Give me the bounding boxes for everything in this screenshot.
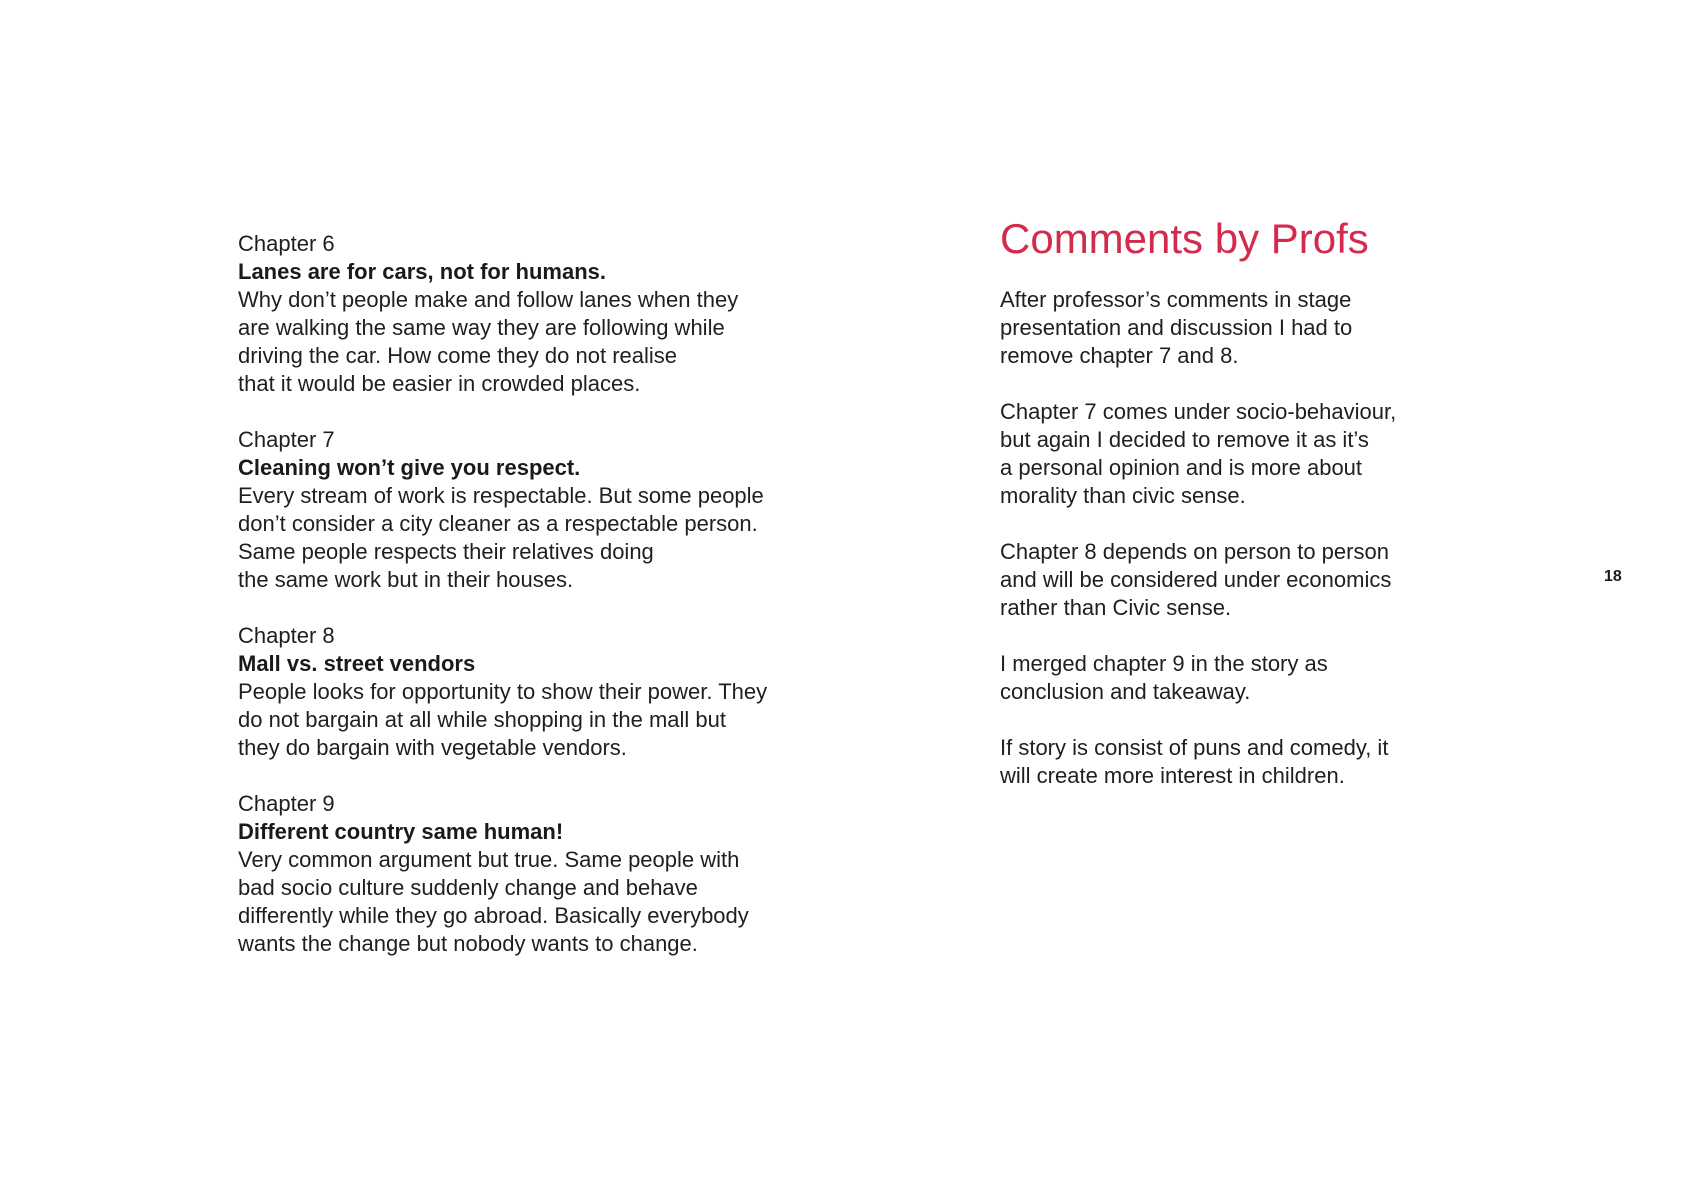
chapter-text-line: differently while they go abroad. Basically everybody: [238, 903, 749, 928]
chapter-text-line: the same work but in their houses.: [238, 567, 574, 592]
chapter-text-line: Very common argument but true. Same people with: [238, 847, 740, 872]
chapters-column: [238, 230, 838, 986]
comment-text-line: but again I decided to remove it as it’s: [1000, 427, 1369, 452]
comment-text-line: rather than Civic sense.: [1000, 595, 1232, 620]
comments-column: [1000, 212, 1460, 818]
comment-text-line: Chapter 7 comes under socio-behaviour,: [1000, 399, 1397, 424]
chapter-label: Chapter 6: [238, 231, 335, 256]
chapter-text-line: they do bargain with vegetable vendors.: [238, 735, 627, 760]
comment-text-line: If story is consist of puns and comedy, it: [1000, 735, 1389, 760]
comment-text-line: After professor’s comments in stage: [1000, 287, 1352, 312]
chapter-text-line: that it would be easier in crowded places.: [238, 371, 641, 396]
comment-text-line: will create more interest in children.: [1000, 763, 1345, 788]
comment-paragraph: [1000, 650, 1460, 706]
chapter-title: Lanes are for cars, not for humans.: [238, 259, 606, 284]
chapter-label: Chapter 8: [238, 623, 335, 648]
comment-paragraph: [1000, 734, 1460, 790]
chapter-title: Different country same human!: [238, 819, 564, 844]
chapter-block: [238, 230, 838, 398]
comment-text-line: and will be considered under economics: [1000, 567, 1392, 592]
chapter-text-line: are walking the same way they are following while: [238, 315, 725, 340]
chapter-text-line: bad socio culture suddenly change and behave: [238, 875, 698, 900]
chapter-title: Mall vs. street vendors: [238, 651, 476, 676]
comment-text-line: morality than civic sense.: [1000, 483, 1246, 508]
comment-paragraph: [1000, 538, 1460, 622]
chapter-block: [238, 622, 838, 762]
comment-text-line: a personal opinion and is more about: [1000, 455, 1363, 480]
chapter-text-line: driving the car. How come they do not realise: [238, 343, 678, 368]
comment-paragraph: [1000, 286, 1460, 370]
comment-text-line: presentation and discussion I had to: [1000, 315, 1353, 340]
chapter-text-line: do not bargain at all while shopping in the mall but: [238, 707, 726, 732]
chapter-text-line: Every stream of work is respectable. But some people: [238, 483, 764, 508]
comment-text-line: conclusion and takeaway.: [1000, 679, 1251, 704]
chapter-label: Chapter 7: [238, 427, 335, 452]
chapter-block: [238, 426, 838, 594]
comment-text-line: remove chapter 7 and 8.: [1000, 343, 1239, 368]
comment-text-line: I merged chapter 9 in the story as: [1000, 651, 1328, 676]
chapter-text-line: don’t consider a city cleaner as a respectable person.: [238, 511, 758, 536]
chapter-text-line: Same people respects their relatives doing: [238, 539, 654, 564]
chapter-text-line: wants the change but nobody wants to change.: [238, 931, 698, 956]
comment-paragraph: [1000, 398, 1460, 510]
chapter-text-line: People looks for opportunity to show their power. They: [238, 679, 768, 704]
chapter-title: Cleaning won’t give you respect.: [238, 455, 581, 480]
comment-text-line: Chapter 8 depends on person to person: [1000, 539, 1389, 564]
chapter-block: [238, 790, 838, 958]
chapter-label: Chapter 9: [238, 791, 335, 816]
comments-heading: Comments by Profs: [1000, 215, 1369, 262]
page-number: 18: [1604, 568, 1622, 585]
chapter-text-line: Why don’t people make and follow lanes when they: [238, 287, 739, 312]
